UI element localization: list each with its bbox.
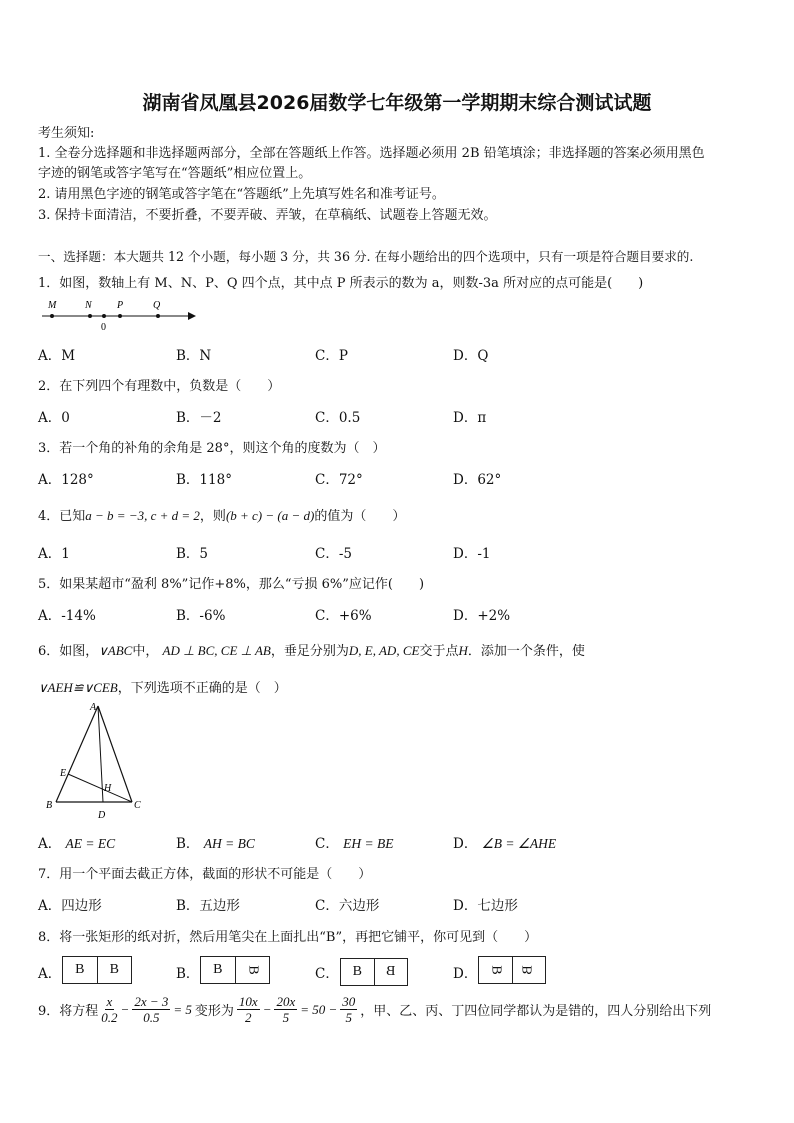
option-b[interactable]: B．-6% [176, 608, 226, 624]
option-d[interactable]: D． ∠B = ∠AHE [453, 836, 557, 852]
option-a[interactable]: A．四边形 [38, 898, 102, 914]
option-b[interactable]: B． [176, 966, 200, 982]
option-d[interactable]: D．七边形 [453, 898, 518, 914]
label-zero: 0 [101, 322, 106, 333]
option-d[interactable]: D．+2% [453, 608, 511, 624]
question-9-stem: 9．将方程 $\frac{x}{0.2}$ − $\frac{2x - 3}{0.5}$ = 5 变形为 $\frac{10x}{2}$ − $\frac{20x}{5}$ = 50 − $\frac{30}{5}$ ，甲、乙、丙、丁四位同学都认为是错的，四人分别给出下列 [38, 994, 712, 1025]
option-d[interactable]: D．-1 [453, 546, 491, 562]
point-m [50, 314, 54, 318]
option-a[interactable]: A．M [38, 348, 76, 364]
label-h: H [104, 783, 112, 794]
notice-item: 2. 请用黑色字迹的钢笔或答字笔在“答题纸”上先填写姓名和准考证号。 [38, 187, 445, 202]
option-c[interactable]: C． EH = BE [315, 836, 394, 852]
number-line-figure [38, 298, 198, 334]
option-b-figure[interactable]: B B [200, 956, 270, 984]
option-b[interactable]: B．5 [176, 546, 209, 562]
option-c[interactable]: C．0.5 [315, 410, 361, 426]
label-b: B [46, 800, 53, 811]
option-d[interactable]: D． [453, 966, 478, 982]
question-1-stem: 1．如图，数轴上有 M、N、P、Q 四个点，其中点 P 所表示的数为 a，则数-3a 所对应的点可能是( ) [38, 276, 644, 291]
question-7-stem: 7．用一个平面去截正方体，截面的形状不可能是（ ） [38, 867, 372, 882]
notice-item: 字迹的钢笔或答字笔写在“答题纸”相应位置上。 [38, 166, 312, 181]
label-n: N [85, 300, 92, 311]
question-3-stem: 3．若一个角的补角的余角是 28°，则这个角的度数为（ ） [38, 441, 386, 456]
notice-heading: 考生须知: [38, 126, 95, 141]
label-c: C [134, 800, 141, 811]
label-e: E [60, 768, 67, 779]
option-a[interactable]: A．1 [38, 546, 70, 562]
option-d[interactable]: D．Q [453, 348, 489, 364]
option-b[interactable]: B．N [176, 348, 212, 364]
label-m: M [48, 300, 57, 311]
label-p: P [117, 300, 124, 311]
point-n [88, 314, 92, 318]
question-6-stem: 6．如图，∨ABC中， AD ⊥ BC, CE ⊥ AB，垂足分别为D, E, AD, CE交于点H．添加一个条件，使 [38, 643, 585, 659]
option-b[interactable]: B． AH = BC [176, 836, 255, 852]
option-d[interactable]: D．62° [453, 472, 502, 488]
option-d-figure[interactable]: B B [478, 956, 546, 984]
page-title: 湖南省凤凰县2026届数学七年级第一学期期末综合测试试题 [142, 92, 652, 114]
label-d: D [98, 810, 106, 821]
option-d[interactable]: D．π [453, 410, 487, 426]
point-q [156, 314, 160, 318]
option-b[interactable]: B．118° [176, 472, 232, 488]
option-a[interactable]: A．128° [38, 472, 94, 488]
option-a[interactable]: A． AE = EC [38, 836, 116, 852]
option-c[interactable]: C．+6% [315, 608, 372, 624]
question-8-stem: 8．将一张矩形的纸对折，然后用笔尖在上面扎出“B”，再把它铺平，你可见到（ ） [38, 930, 538, 945]
option-a[interactable]: A．-14% [38, 608, 96, 624]
section-heading: 一、选择题：本大题共 12 个小题，每小题 3 分，共 36 分. 在每小题给出的四个选项中，只有一项是符合题目要求的. [38, 249, 694, 264]
point-zero [102, 314, 106, 318]
option-c[interactable]: C．-5 [315, 546, 352, 562]
option-c-figure[interactable]: B B [340, 958, 408, 986]
option-c[interactable]: C． [315, 966, 339, 982]
triangle-figure [42, 700, 152, 822]
option-c[interactable]: C．72° [315, 472, 363, 488]
label-q: Q [153, 300, 161, 311]
notice-item: 3. 保持卡面清洁，不要折叠，不要弄破、弄皱，在草稿纸、试题卷上答题无效。 [38, 208, 497, 223]
question-5-stem: 5．如果某超市“盈利 8%”记作+8%，那么“亏损 6%”应记作( ) [38, 577, 425, 592]
question-6-line-2: ∨AEH≌∨CEB，下列选项不正确的是（ ） [38, 680, 287, 696]
question-2-stem: 2．在下列四个有理数中，负数是（ ） [38, 379, 281, 394]
option-b[interactable]: B．五边形 [176, 898, 240, 914]
label-a: A [90, 702, 97, 713]
option-c[interactable]: C．P [315, 348, 348, 364]
point-p [118, 314, 122, 318]
option-a-figure[interactable]: B B [62, 956, 132, 984]
option-a[interactable]: A．0 [38, 410, 70, 426]
option-b[interactable]: B．－2 [176, 410, 222, 426]
question-4-stem: 4．已知a − b = −3, c + d = 2，则(b + c) − (a − d)的值为（ ） [38, 508, 406, 524]
option-c[interactable]: C．六边形 [315, 898, 380, 914]
notice-item: 1. 全卷分选择题和非选择题两部分，全部在答题纸上作答。选择题必须用 2B 铅笔填涂；非选择题的答案必须用黑色 [38, 146, 705, 161]
option-a[interactable]: A． [38, 966, 62, 982]
